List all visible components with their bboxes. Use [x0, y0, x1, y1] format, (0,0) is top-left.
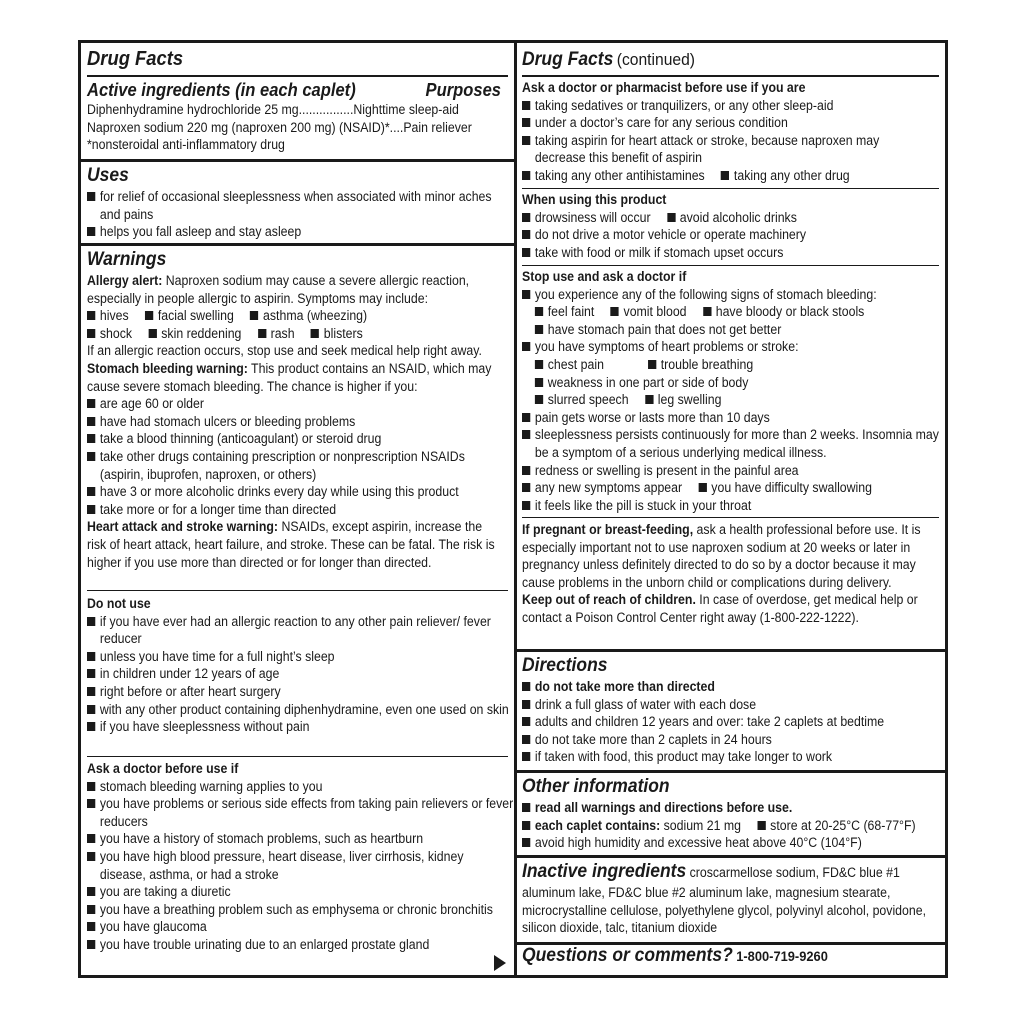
other-info-item: avoid high humidity and excessive heat above 40°C (104°F) [522, 834, 942, 852]
continued-rule [522, 75, 939, 77]
stop-use-item: it feels like the pill is stuck in your throat [522, 497, 942, 515]
ask-pharmacist-heading: Ask a doctor or pharmacist before use if you are [522, 80, 806, 95]
ask-doctor-heading: Ask a doctor before use if [87, 761, 239, 776]
stop-use-item: you experience any of the following signs of stomach bleeding: [522, 286, 942, 304]
do-not-use-item: unless you have time for a full night’s sleep [87, 648, 507, 666]
directions-item: do not take more than 2 caplets in 24 hours [522, 731, 942, 749]
questions-label: Questions or comments? [522, 945, 733, 966]
pregnant-section [522, 521, 942, 627]
heart-more: weakness in one part or side of body [522, 374, 942, 392]
continued-label: (continued) [616, 50, 696, 69]
rule-before-ask-doctor [87, 756, 508, 757]
uses-item: helps you fall asleep and stay asleep [87, 223, 507, 241]
stop-use-section [522, 268, 942, 514]
when-using-item: do not drive a motor vehicle or operate machinery [522, 226, 942, 244]
stop-use-pair: any new symptoms appear you have difficulty swallowing [522, 479, 942, 497]
drug-facts-title-section [87, 47, 507, 71]
directions-item: if taken with food, this product may take longer to work [522, 748, 942, 766]
questions-section [522, 947, 942, 966]
left-column [81, 43, 514, 975]
rule-before-pregnant [522, 517, 939, 518]
keep-out-of-reach: Keep out of reach of children. In case of overdose, get medical help or contact a Poison Control Center right away (1-800-222-1222). [522, 592, 918, 625]
directions-item: adults and children 12 years and over: take 2 caplets at bedtime [522, 713, 942, 731]
uses-section [87, 164, 507, 241]
rule-before-other-info [516, 770, 945, 773]
bullet-icon [87, 192, 95, 201]
pregnant-text: If pregnant or breast-feeding, ask a health professional before use. It is especially important not to use naproxen sodium at 20 weeks or later in pregnancy unless definitely directed to do so by a doctor because it may cause problems in the unborn child or complications during delivery. [522, 522, 921, 590]
ask-doctor-item: you have high blood pressure, heart disease, liver cirrhosis, kidney disease, asthma, or had a stroke [87, 848, 505, 883]
stomach-warning: Stomach bleeding warning: This product contains an NSAID, which may cause severe stomach bleeding. The chance is higher if you: [87, 360, 492, 394]
stop-use-item: you have symptoms of heart problems or stroke: [522, 338, 942, 356]
ask-pharmacist-item: taking sedatives or tranquilizers, or any other sleep-aid [522, 97, 942, 115]
ask-doctor-item: you have a breathing problem such as emphysema or chronic bronchitis [87, 901, 495, 919]
do-not-use-item: with any other product containing diphenhydramine, even one used on skin [87, 701, 516, 719]
directions-heading: Directions [522, 655, 608, 676]
uses-heading: Uses [87, 165, 129, 186]
stomach-item: have 3 or more alcoholic drinks every day while using this product [87, 483, 507, 501]
stop-use-item: redness or swelling is present in the painful area [522, 462, 942, 480]
rule-after-active [81, 159, 514, 162]
stomach-item: take a blood thinning (anticoagulant) or steroid drug [87, 430, 507, 448]
purposes-heading: Purposes [425, 80, 501, 100]
stop-use-item: pain gets worse or lasts more than 10 days [522, 409, 942, 427]
other-info-caplet: each caplet contains: sodium 21 mg store at 20-25°C (68-77°F) [522, 817, 942, 835]
rule-before-directions [516, 649, 945, 652]
when-using-heading: When using this product [522, 192, 667, 207]
uses-item: for relief of occasional sleeplessness when associated with minor aches and pains [87, 188, 495, 223]
ask-pharmacist-section [522, 79, 942, 185]
stomach-item: take more or for a longer time than directed [87, 501, 507, 519]
ask-doctor-item: you are taking a diuretic [87, 883, 507, 901]
title-rule [87, 75, 508, 77]
when-using-pair: drowsiness will occur avoid alcoholic drinks [522, 209, 942, 227]
continued-title: Drug Facts [522, 49, 614, 70]
ask-pharmacist-item: under a doctor’s care for any serious condition [522, 114, 942, 132]
ask-doctor-item: stomach bleeding warning applies to you [87, 778, 507, 796]
active-ingredients-heading: Active ingredients (in each caplet) [87, 80, 356, 100]
allergy-after: If an allergic reaction occurs, stop use and seek medical help right away. [87, 343, 482, 359]
bleed-row: feel faint vomit blood have bloody or black stools [522, 303, 942, 321]
continue-arrow-icon [494, 955, 506, 971]
do-not-use-item: if you have ever had an allergic reaction to any other pain reliever/ fever reducer [87, 613, 505, 648]
inactive-text: Inactive ingredients croscarmellose sodium, FD&C blue #1 aluminum lake, FD&C blue #2 aluminum lake, magnesium stearate, microcrystalline cellulose, polyethylene glycol, polyvinyl alcohol, povidone, silicon dioxide, talc, titanium dioxide [522, 861, 927, 936]
active-ingredients-section [87, 79, 507, 154]
rule-before-do-not-use [87, 590, 508, 591]
rule-before-stop-use [522, 265, 939, 266]
do-not-use-heading: Do not use [87, 596, 151, 611]
ask-doctor-section [87, 760, 514, 954]
inactive-section [522, 860, 942, 937]
stop-use-item: sleeplessness persists continuously for more than 2 weeks. Insomnia may be a symptom of a serious underlying medical illness. [522, 426, 951, 461]
directions-section [522, 654, 942, 766]
continued-title-section [522, 48, 942, 72]
active-footnote: *nonsteroidal anti-inflammatory drug [87, 137, 285, 153]
right-column [516, 43, 945, 975]
stomach-item: have had stomach ulcers or bleeding problems [87, 413, 507, 431]
warnings-section [87, 248, 507, 571]
directions-item: drink a full glass of water with each dose [522, 696, 942, 714]
do-not-use-item: in children under 12 years of age [87, 665, 507, 683]
other-info-heading: Other information [522, 776, 670, 797]
do-not-use-item: right before or after heart surgery [87, 683, 507, 701]
allergy-alert: Allergy alert: Naproxen sodium may cause a severe allergic reaction, especially in people allergic to aspirin. Symptoms may include: [87, 273, 470, 306]
stop-use-heading: Stop use and ask a doctor if [522, 269, 687, 284]
heart-warning: Heart attack and stroke warning: NSAIDs, except aspirin, increase the risk of heart attack, heart failure, and stroke. These can be fatal. The risk is higher if you use more than directed or for longer than directed. [87, 519, 495, 570]
drug-facts-title: Drug Facts [87, 48, 184, 70]
bullet-icon [87, 227, 95, 236]
stomach-item: are age 60 or older [87, 395, 507, 413]
symptoms-row-2: shock skin reddening rash blisters [87, 325, 507, 343]
when-using-item: take with food or milk if stomach upset occurs [522, 244, 942, 262]
stomach-item: take other drugs containing prescription or nonprescription NSAIDs (aspirin, ibuprofen, naproxen, or others) [87, 448, 505, 483]
ask-doctor-item: you have trouble urinating due to an enlarged prostate gland [87, 936, 507, 954]
ask-pharmacist-pair: taking any other antihistamines taking any other drug [522, 167, 942, 185]
do-not-use-item: if you have sleeplessness without pain [87, 718, 507, 736]
rule-before-inactive [516, 855, 945, 858]
rule-before-when-using [522, 188, 939, 189]
ask-doctor-item: you have glaucoma [87, 918, 507, 936]
when-using-section [522, 191, 942, 261]
active-line-1: Diphenhydramine hydrochloride 25 mg................Nighttime sleep-aid [87, 102, 459, 117]
symptoms-row-1: hives facial swelling asthma (wheezing) [87, 307, 507, 325]
active-line-2: Naproxen sodium 220 mg (naproxen 200 mg) (NSAID)*....Pain reliever [87, 119, 472, 135]
do-not-use-section [87, 595, 507, 736]
other-info-item: read all warnings and directions before use. [522, 799, 942, 817]
rule-after-uses [81, 243, 514, 246]
ask-doctor-item: you have problems or serious side effects from taking pain relievers or fever reducers [87, 795, 514, 830]
warnings-heading: Warnings [87, 249, 167, 270]
other-info-section [522, 775, 942, 852]
bleed-more: have stomach pain that does not get better [522, 321, 942, 339]
directions-item: do not take more than directed [522, 678, 942, 696]
ask-doctor-item: you have a history of stomach problems, such as heartburn [87, 830, 507, 848]
questions-phone: 1-800-719-9260 [736, 948, 828, 964]
heart-row: chest pain trouble breathing [522, 356, 942, 374]
ask-pharmacist-item: taking aspirin for heart attack or stroke, because naproxen may decrease this benefit of aspirin [522, 132, 921, 167]
heart-row-2: slurred speech leg swelling [522, 391, 942, 409]
drug-facts-panel [78, 40, 948, 978]
